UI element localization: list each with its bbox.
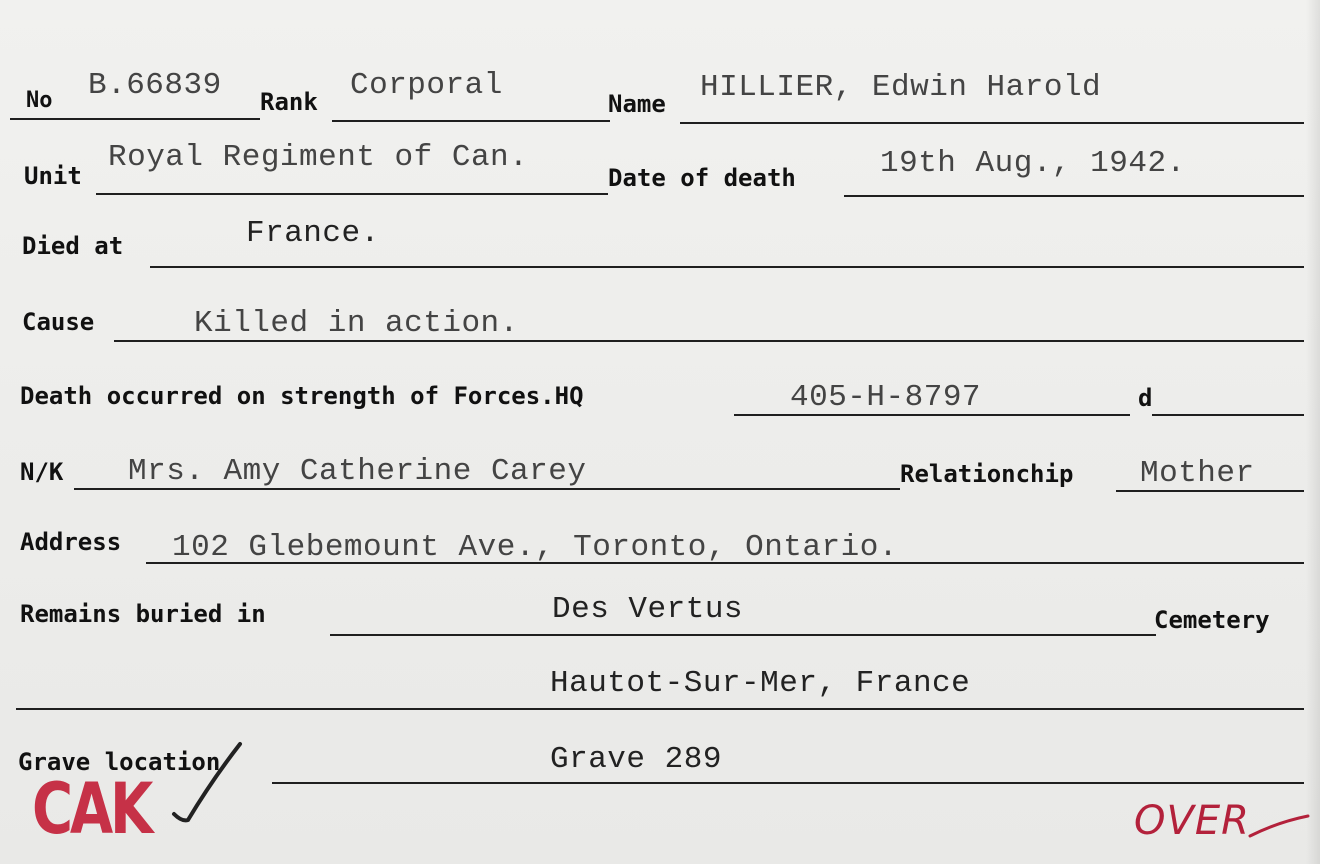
nk-value: Mrs. Amy Catherine Carey [128, 454, 587, 489]
remains-value: Des Vertus [552, 592, 744, 627]
over-dash-icon [1248, 812, 1310, 842]
rank-line [332, 120, 610, 122]
unit-line [96, 193, 608, 195]
died-at-line [150, 266, 1304, 268]
date-of-death-value: 19th Aug., 1942. [880, 146, 1186, 181]
cause-label: Cause [22, 308, 95, 336]
cause-value: Killed in action. [194, 306, 519, 341]
unit-label: Unit [24, 162, 82, 190]
strength-suffix: d [1138, 384, 1153, 412]
remains-line [330, 634, 1156, 636]
date-of-death-label: Date of death [608, 164, 796, 192]
grave-location-value: Grave 289 [550, 742, 722, 777]
remains-label: Remains buried in [20, 600, 266, 628]
cemetery-label: Cemetery [1154, 606, 1270, 634]
remains-location-line [16, 708, 1304, 710]
rank-value: Corporal [350, 68, 503, 103]
strength-value: 405-H-8797 [790, 380, 982, 415]
grave-location-label: Grave location [18, 748, 221, 776]
cak-stamp: CAK [32, 768, 151, 850]
card-edge-shadow [1306, 0, 1320, 864]
address-label: Address [20, 528, 122, 556]
strength-label: Death occurred on strength of Forces.HQ [20, 382, 584, 410]
strength-suffix-line [1152, 414, 1304, 416]
over-annotation: OVER [1134, 798, 1250, 844]
no-line [10, 118, 260, 120]
died-at-label: Died at [22, 232, 124, 260]
name-value: HILLIER, Edwin Harold [700, 70, 1102, 105]
grave-location-line [272, 782, 1304, 784]
check-mark-icon [168, 740, 248, 830]
date-of-death-line [844, 195, 1304, 197]
no-label: No [26, 88, 53, 113]
relationship-value: Mother [1140, 456, 1255, 491]
nk-label: N/K [20, 458, 64, 486]
relationship-label: Relationchip [900, 460, 1074, 488]
name-label: Name [608, 90, 666, 118]
address-value: 102 Glebemount Ave., Toronto, Ontario. [172, 530, 898, 565]
unit-value: Royal Regiment of Can. [108, 140, 529, 175]
remains-location-value: Hautot-Sur-Mer, France [550, 666, 971, 701]
rank-label: Rank [260, 88, 318, 116]
died-at-value: France. [246, 216, 380, 251]
name-line [680, 122, 1304, 124]
no-value: B.66839 [88, 68, 222, 103]
